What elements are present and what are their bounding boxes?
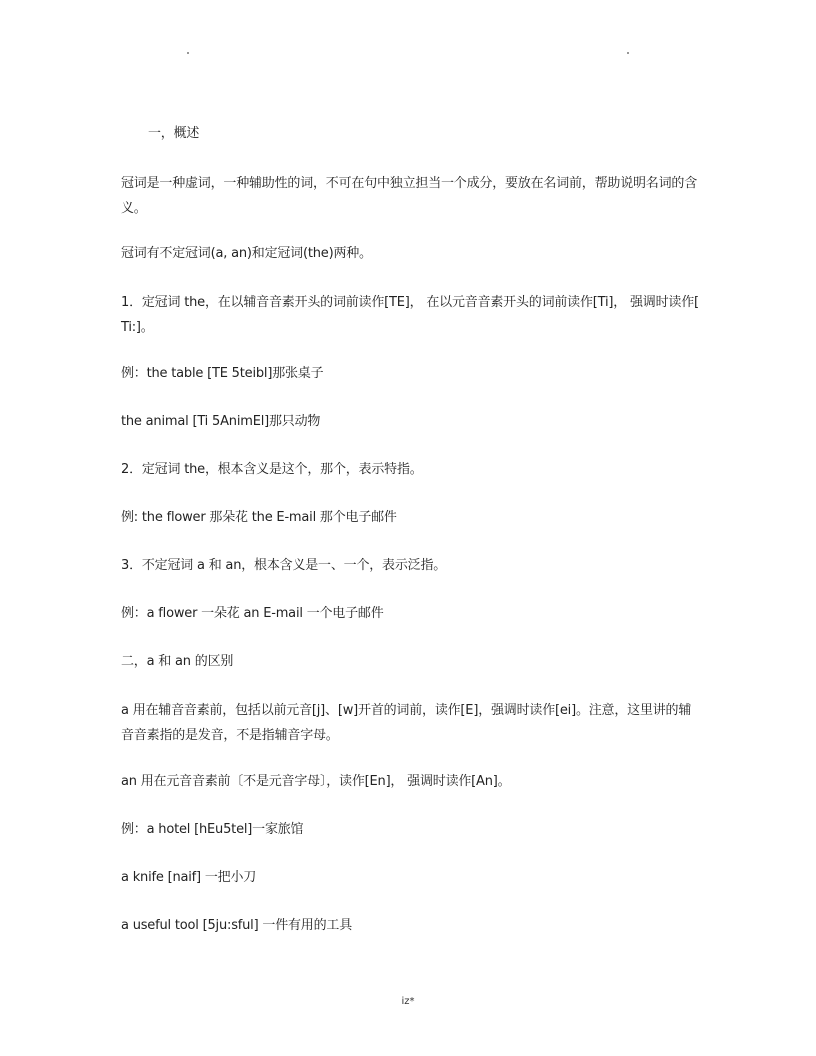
example-the-table: 例：the table [TE 5teibl]那张桌子 — [121, 366, 324, 381]
example-a-flower: 例：a flower 一朵花 an E-mail 一个电子邮件 — [121, 606, 384, 621]
paragraph-article-types: 冠词有不定冠词(a, an)和定冠词(the)两种。 — [121, 246, 372, 261]
page-footer-marker: iz* — [401, 996, 415, 1007]
example-the-flower: 例: the flower 那朵花 the E-mail 那个电子邮件 — [121, 510, 397, 525]
example-a-hotel: 例：a hotel [hEu5tel]一家旅馆 — [121, 822, 304, 837]
header-dot-left — [187, 52, 189, 54]
section-heading-a-an-difference: 二，a 和 an 的区别 — [121, 654, 234, 669]
paragraph-definite-article-meaning: 2．定冠词 the，根本含义是这个，那个，表示特指。 — [121, 462, 423, 477]
paragraph-indefinite-article-meaning: 3．不定冠词 a 和 an，根本含义是一、一个，表示泛指。 — [121, 558, 447, 573]
section-heading-overview: 一，概述 — [148, 126, 200, 141]
example-a-useful-tool: a useful tool [5ju:sful] 一件有用的工具 — [121, 918, 352, 933]
paragraph-article-definition: 冠词是一种虚词，一种辅助性的词，不可在句中独立担当一个成分，要放在名词前，帮助说明名词的含义。 — [121, 176, 698, 216]
header-dot-right — [627, 52, 629, 54]
example-the-animal: the animal [Ti 5AnimEl]那只动物 — [121, 414, 321, 429]
paragraph-an-usage: an 用在元音音素前〔不是元音字母〕，读作[En]， 强调时读作[An]。 — [121, 774, 511, 789]
paragraph-a-usage: a 用在辅音音素前，包括以前元音[j]、[w]开首的词前，读作[E]，强调时读作[ei]。注意，这里讲的辅音音素指的是发音，不是指辅音字母。 — [121, 703, 692, 743]
paragraph-definite-article-pronunciation: 1．定冠词 the，在以辅音音素开头的词前读作[TE]， 在以元音音素开头的词前读作[Ti]， 强调时读作[ Ti:]。 — [121, 295, 699, 335]
example-a-knife: a knife [naif] 一把小刀 — [121, 870, 257, 885]
